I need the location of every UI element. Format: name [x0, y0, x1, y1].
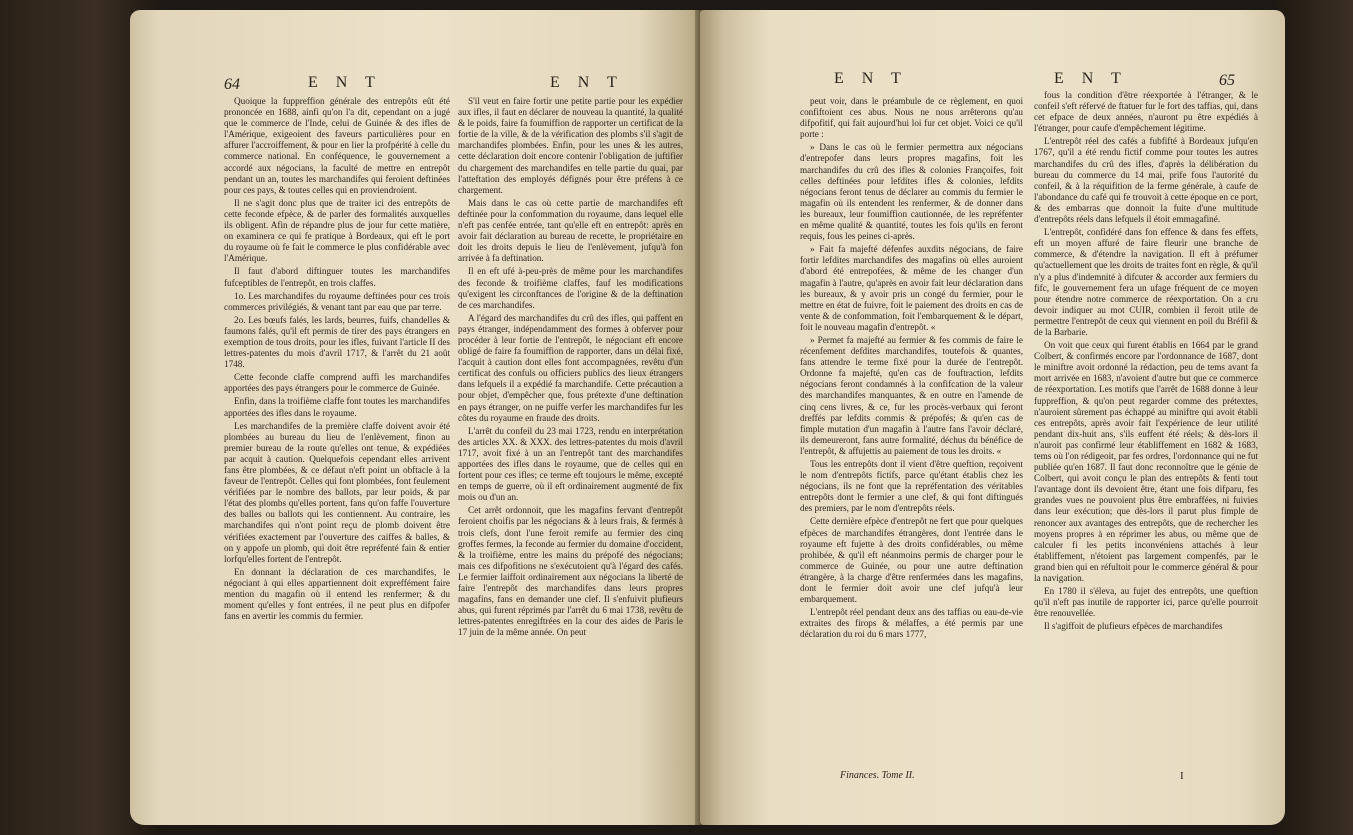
running-header-left: E N T [834, 70, 908, 87]
paragraph: L'entrepôt, confidéré dans fon effence & dans fes effets, eft un moyen affuré de faire fleurir une branche de commerce, & d'étendre la navigation. Il eft à préfumer qu'actuellement que les droits de traites font en règle, & qu'il n'y a plus d'indemnité à difcuter & accorder aux fermiers du fifc, le gouvernement fera un ufage fréquent de ce moyen pour étendre notre commerce de réexportation. On a cru devoir indiquer au mot CUIR, combien il feroit utile de permettre l'entrepôt de ceux qui viennent en poil du Bréfil & de la Barbarie. [1034, 227, 1258, 337]
page-number: 65 [1219, 72, 1235, 89]
paragraph: Cette feconde claffe comprend auffi les marchandifes apportées des pays étrangers pour le commerce de Guinée. [224, 372, 450, 394]
paragraph: Cette dernière efpèce d'entrepôt ne fert que pour quelques efpèces de marchandifes étrangères, dont l'entrée dans le royaume eft fujette à des droits confidérables, ou même prohibée, & qu'il eft néanmoins permis de charger pour le commerce de Guinée, ou pour une autre deftination étrangère, à la charge d'être renfermées dans les magafins, dont le fermier doit avoir une clef jufqu'à leur embarquement. [800, 516, 1023, 605]
text-column-left [224, 96, 450, 624]
text-column-right [1034, 90, 1258, 635]
paragraph: L'arrêt du confeil du 23 mai 1723, rendu en interprétation des articles XX. & XXX. des lettres-patentes du mois d'avril 1717, avoit fixé à un an l'entrepôt tant des marchandifes apportées des ifles dans le royaume, que de celles qui en fortent pour ces ifles; ce terme eft toujours le même, excepté en temps de guerre, où il eft ordinairement augmenté de fix mois ou d'un an. [458, 425, 683, 503]
paragraph: 2o. Les bœufs falés, les lards, beurres, fuifs, chandelles & faumons falés, qu'il eft permis de tirer des pays étrangers en exemption de tous droits, pour les ifles, fuivant l'article II des lettres-patentes du mois d'avril 1717, & l'arrêt du 21 août 1748. [224, 314, 450, 370]
paragraph: Les marchandifes de la première claffe doivent avoir été plombées au bureau du lieu de l'enlèvement, finon au premier bureau de la route qu'elles ont tenue, & expédiées par acquit à caution. Quelquefois cependant elles arrivent fans être plombées, & ce défaut n'eft point un obftacle à la faveur de l'entrepôt. Celles qui font plombées, font feulement vérifiées par le nombre des ballots, par leur poids, & par l'état des plombs qu'elles portent, fans qu'on faffe l'ouverture des balles ou ballots qui les contiennent. Au contraire, les marchandifes qui n'ont point reçu de plomb doivent être vérifiées exactement par l'ouverture des caiffes & balles, & on y appofe un plomb, qui doit être repréfenté fain & entier lorfqu'elles fortent de l'entrepôt. [224, 420, 450, 564]
paragraph: S'il veut en faire fortir une petite partie pour les expédier aux ifles, il faut en déclarer de nouveau la quantité, la qualité & le poids, faire fa foumiffion de rapporter un certificat de la fortie de la ville, & de la vérification des plombs s'il s'agit de marchandifes plombées. Enfin, pour les unes & les autres, cette déclaration doit encore contenir l'obligation de juftifier du chargement des marchandifes en telle partie du quai, par l'atteftation des employés défignés pour être préfens à ce chargement. [458, 96, 683, 195]
paragraph: L'entrepôt réel pendant deux ans des taffias ou eau-de-vie extraites des firops & mélaffes, a été permis par une déclaration du roi du 6 mars 1777, [800, 607, 1023, 640]
paragraph: peut voir, dans le préambule de ce règlement, en quoi confiftoient ces abus. Nous ne nous arrêterons qu'au difpofitif, qui fait aujourd'hui loi fur cet objet. Voici ce qu'il porte : [800, 96, 1023, 140]
text-column-left [800, 96, 1023, 764]
paragraph: On voit que ceux qui furent établis en 1664 par le grand Colbert, & confirmés encore par l'ordonnance de 1687, dont le miniftre avoit ordonné la rédaction, peu de tems avant fa mort arrivée en 1683, n'avoient d'autre but que ce commerce de réexportation. Les motifs que l'arrêt de 1688 donne à leur fuppreffion, & qu'on peut regarder comme des prétextes, n'auroient sûrement pas échappé au miniftre qui avoit établi ces entrepôts, après avoir fait l'expérience de leur utilité pendant dix-huit ans, s'ils euffent été réels; & dès-lors il n'auroit pas confirmé leur établiffement en 1682 & 1683, tems où l'on rédigeoit, par fes ordres, l'ordonnance qui ne fut publiée qu'en 1687. Il faut donc reconnoître que le génie de Colbert, qui avoit conçu le plan des entrepôts & fenti tout l'avantage dont ils devoient être, étant une fois difparu, fes grandes vues ne pouvoient plus être embraffées, ni fuivies dans leur exécution; que dès-lors il parut plus fimple de renoncer aux avantages des entrepôts, que de rechercher les moyens propres à en réprimer les abus, ou même que de calculer fi les petits inconvéniens attachés à leur établiffement, n'étoient pas largement compenfés, par le grand bien qui en réfultoit pour le commerce général & pour la navigation. [1034, 340, 1258, 584]
footer-volume: Finances. Tome II. [840, 770, 915, 781]
paragraph: Il faut d'abord diftinguer toutes les marchandifes fufceptibles de l'entrepôt, en trois claffes. [224, 266, 450, 288]
paragraph: En 1780 il s'éleva, au fujet des entrepôts, une queftion qu'il n'eft pas inutile de rapporter ici, parce qu'elle pourroit être renouvellée. [1034, 586, 1258, 619]
paragraph: Enfin, dans la troifième claffe font toutes les marchandifes apportées des ifles dans le royaume. [224, 396, 450, 418]
paragraph: Il ne s'agit donc plus que de traiter ici des entrepôts de cette feconde efpèce, & de parler des formalités auxquelles ils obligent. Afin de répandre plus de jour fur cette matière, on examinera ce qui fe pratique à Bordeaux, qui eft le port du royaume où fe fait le commerce le plus confidérable avec l'Amérique. [224, 197, 450, 264]
right-page [700, 10, 1285, 825]
paragraph: » Permet fa majefté au fermier & fes commis de faire le récenfement defdites marchandifes, toutefois & quantes, fans attendre le terme fixé pour la durée de l'entrepôt. Ordonne fa majefté, qu'en cas de fouftraction, lefdits négocians feront condamnés à la confifcation de la valeur des marchandifes manquantes, & en outre en l'amende de cinq cens livres, & ce, fur les procès-verbaux qui feront dreffés par lefdits commis & prépofés; & qu'en cas de fimple mutation d'un magafin à l'autre fans l'avoir déclaré, ils demeureront, fans autre formalité, déchus du bénéfice de l'entrepôt, & affujettis au paiement de tous les droits. « [800, 334, 1023, 456]
running-header-right: E N T [550, 74, 624, 91]
signature-mark: I [1180, 770, 1184, 782]
paragraph: En donnant la déclaration de ces marchandifes, le négociant à qui elles appartiennent doit expreffément faire mention du magafin où il entend les renfermer; & du moment qu'elles y font entrées, il ne peut plus en difpofer fans en avertir les commis du fermier. [224, 566, 450, 622]
paragraph: Cet arrêt ordonnoit, que les magafins fervant d'entrepôt feroient choifis par les négocians & à leurs frais, & fermés à trois clefs, dont l'une feroit remife au fermier des cinq groffes fermes, la feconde au fermier du domaine d'occident, & la troifième, entre les mains du prépofé des négocians; mais ces difpofitions ne s'exécutoient qu'à l'égard des cafés. Le fermier laiffoit ordinairement aux négocians la liberté de faire l'entrepôt des marchandifes dans leurs propres magafins, fans en demander une clef. Il s'enfuivit plufieurs abus, qui furent réprimés par l'arrêt du 6 mai 1738, revêtu de lettres-patentes enregiftrées en la cour des aides de Paris le 17 juin de la même année. On peut [458, 505, 683, 638]
paragraph: Mais dans le cas où cette partie de marchandifes eft deftinée pour la confommation du royaume, dans lequel elle n'eft pas cenfée entrée, tant qu'elle eft en entrepôt: après en avoir fait déclaration au bureau de recette, le propriétaire en doit les droits depuis le lieu de l'enlèvement, jufqu'à fon arrivée à fa deftination. [458, 197, 683, 264]
paragraph: » Fait fa majefté défenfes auxdits négocians, de faire fortir lefdites marchandifes des magafins où elles auroient d'abord été entrepofées, & même de les changer d'un magafin à l'autre, qu'après en avoir fait leur déclaration dans les bureaux, & y avoir pris un congé du fermier, pour le mettre en état de fuivre, foit le paiement des droits en cas de vente & de confommation, foit l'embarquement & le départ, foit le nouveau magafin d'entrepôt. « [800, 244, 1023, 332]
page-number: 64 [224, 76, 240, 93]
paragraph: 1o. Les marchandifes du royaume deftinées pour ces trois commerces privilégiés, & venant tant par eau que par terre. [224, 290, 450, 312]
paragraph: » Dans le cas où le fermier permettra aux négocians d'entrepofer dans leurs propres magafins, foit les marchandifes du crû des ifles & colonies Françoifes, foit celles deftinées pour lefdites ifles & colonies, lefdits négocians feront tenus de déclarer au commis du fermier le magafin où ils entendent les renfermer, & de donner dans les bureaux, leur foumiffion cautionnée, de les repréfenter en même qualité & quantité, toutes les fois qu'ils en feront requis, fous les peines ci-après. [800, 142, 1023, 242]
paragraph: Il en eft ufé à-peu-près de même pour les marchandifes des feconde & troifième claffes, fauf les modifications qu'exigent les circonftances de l'origine & de la deftination de ces marchandifes. [458, 266, 683, 310]
right-cover [1275, 0, 1353, 835]
running-header-left: E N T [308, 74, 382, 91]
left-page [130, 10, 707, 825]
paragraph: Il s'agiffoit de plufieurs efpèces de marchandifes [1044, 621, 1223, 632]
paragraph: A l'égard des marchandifes du crû des ifles, qui paffent en pays étranger, indépendamment des formes à obferver pour procéder à leur fortie de l'entrepôt, le négociant eft encore obligé de faire fa foumiffion de rapporter, dans un délai fixé, l'acquit à caution dont elles font accompagnées, revêtu d'un certificat des confuls ou officiers publics des lieux étrangers dans lefquels il a expédié fa marchandife. Cette précaution a pour objet, d'empêcher que, fous prétexte d'une deftination en pays étranger, on ne puiffe verfer les marchandifes fur les côtes du royaume en fraude des droits. [458, 312, 683, 423]
paragraph: Tous les entrepôts dont il vient d'être queftion, reçoivent le nom d'entrepôts fictifs, parce qu'étant établis chez les négocians, ils ne font que la repréfentation des véritables entrepôts dont le fermier a une clef, & qui font diftingués des premiers, par le nom d'entrepôts réels. [800, 459, 1023, 514]
paragraph: Quoique la fuppreffion générale des entrepôts eût été prononcée en 1688, ainfi qu'on l'a dit, cependant on a jugé que le commerce de l'Inde, celui de Guinée & des ifles de l'Amérique, exigeoient des faveurs particulières pour en affurer l'accroiffement, & pour en lier la profpérité à celle du commerce national. En conféquence, le gouvernement a accordé aux négocians, la faculté de mettre en entrepôt pendant un an, toutes les marchandifes qui feroient deftinées pour ces pays, & toutes celles qui en proviendroient. [224, 96, 450, 195]
text-column-right [458, 96, 683, 641]
paragraph: L'entrepôt réel des cafés a fubfifté à Bordeaux jufqu'en 1767, qu'il a été rendu fictif comme pour toutes les autres marchandifes du crû des ifles, d'après la délibération du bureau du commerce du 14 mai, prife fous l'autorité du confeil, & à la réquifition de la ferme générale, à caufe de l'abondance du café qui fe trouvoit à cette époque en ce port, & des embarras que donnoit la fuite d'une multitude d'entrepôts réels dans lefquels il étoit emmagafiné. [1034, 136, 1258, 225]
paragraph: fous la condition d'être réexportée à l'étranger, & le confeil s'eft réfervé de ftatuer fur le fort des taffias, qui, dans cet efpace de deux années, n'auront pu être expédiés à l'étranger, pour caufe d'empêchement légitime. [1034, 90, 1258, 134]
running-header-right: E N T [1054, 70, 1128, 87]
